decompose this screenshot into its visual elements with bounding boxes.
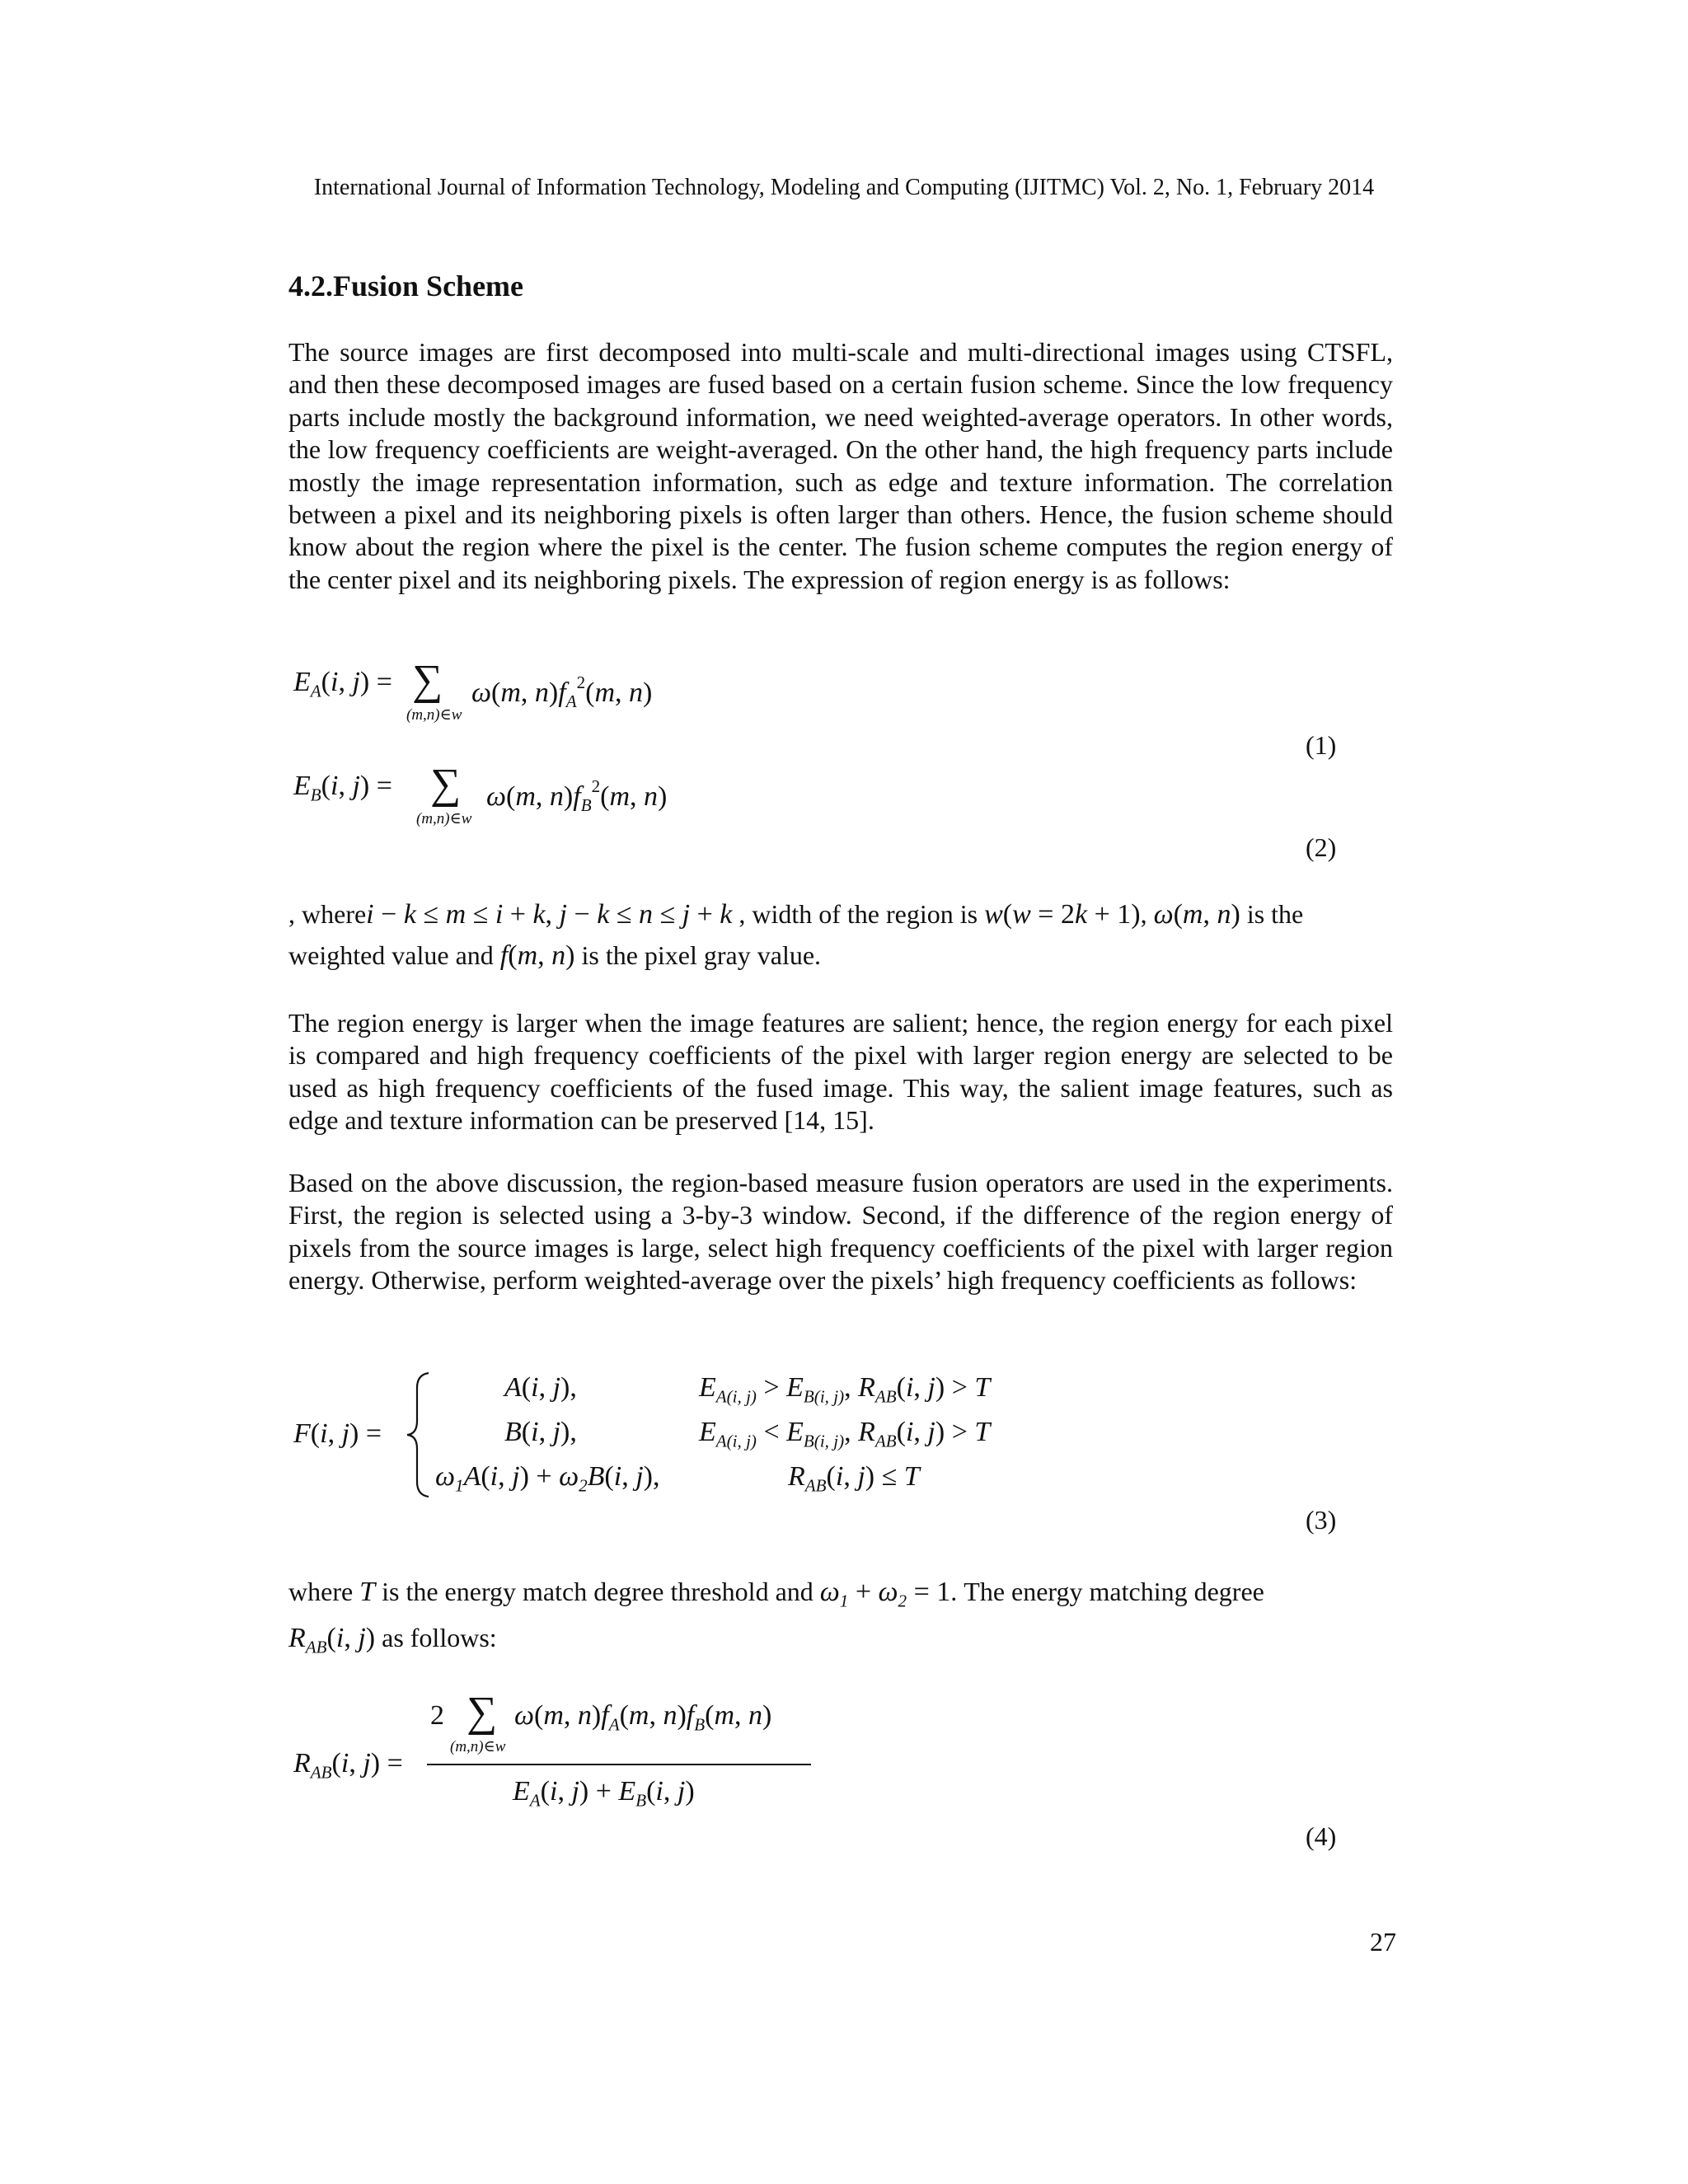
matching-degree-text: . The energy matching degree — [950, 1577, 1264, 1606]
T-symbol: T — [359, 1577, 376, 1607]
width-text: , width of the region is — [738, 899, 978, 929]
threshold-line — [288, 1571, 1393, 1621]
equation-number-1: (1) — [1306, 730, 1337, 760]
equation-3-case2-value: B(i, j), — [504, 1417, 577, 1447]
equation-4-numerator: ω(m, $n)f_A(m$, $n)f_B(m$, n) — [514, 1700, 772, 1735]
equation-3-case2-condition: $E_{A(i, j)} < E_{B(i, j)}$, $R_{AB}(i$, j) > T — [699, 1417, 991, 1451]
equation-3-case1-condition: $E_{A(i, j)} > E_{B(i, j)}$, $R_{AB}(i$, j) > T — [699, 1372, 991, 1407]
equation-4-lhs: $R_{AB}(i$, j) = — [293, 1748, 403, 1783]
where-prefix: , where — [288, 899, 367, 929]
equation-1-sum-symbol: ∑ — [412, 657, 443, 704]
weighted-value-line — [288, 935, 821, 977]
equation-number-4: (4) — [1306, 1821, 1337, 1851]
as-follows-text: as follows: — [382, 1623, 497, 1652]
equation-2-sum-limit: (m,n)∈w — [416, 810, 472, 827]
paragraph-discussion: Based on the above discussion, the region-based measure fusion operators are used in the experiments. First, the region is selected using a 3-by-3 window. Second, if the difference of the region energy of pixels from the source images is large, select high frequency coefficients of the pixel with larger region energy. Otherwise, perform weighted-average over the pixels’ high frequency coefficients as follows: — [288, 1168, 1393, 1296]
omega-is-the: is the — [1246, 899, 1304, 929]
equation-3-case3-condition: $R_{AB}(i$, j) ≤ T — [788, 1461, 920, 1496]
weighted-value-and: weighted value and — [288, 940, 494, 970]
equation-3-case1-value: A(i, j), — [504, 1372, 577, 1403]
equation-4-denominator: $E_A(i$, $j) + E_B(i$, j) — [513, 1776, 695, 1811]
equation-4-coefficient: 2 — [430, 1700, 444, 1731]
equation-4-fraction-bar — [427, 1764, 811, 1765]
running-header: International Journal of Information Technology, Modeling and Computing (IJITMC) Vol. 2, No. 1, February 2014 — [313, 175, 1375, 200]
equation-3-brace — [402, 1370, 437, 1500]
equation-1-sum-limit: (m,n)∈w — [406, 706, 462, 724]
equation-2-rhs: ω(m, $n)f_B^2(m$, n) — [486, 776, 668, 816]
paragraph-region-energy: The region energy is larger when the image features are salient; hence, the region energy for each pixel is compared and high frequency coefficients of the pixel with larger region energy are selected to be used as high frequency coefficients of the fused image. This way, the salient image features, such as edge and texture information can be preserved [14, 15]. — [288, 1008, 1393, 1136]
omega-sum-math: $\omega_1 + \omega_2 = 1$ — [819, 1577, 951, 1611]
page-number: 27 — [1370, 1927, 1396, 1957]
where-condition-line: , wherei − k ≤ m ≤ i + k, j − k ≤ n ≤ j + k , width of the region is w(w = 2k + 1), ω(m, n) is the — [288, 899, 1304, 930]
pixel-gray-value: is the pixel gray value. — [581, 940, 822, 970]
equation-2-lhs: $E_B(i$, j) = — [293, 771, 392, 805]
width-math: w(w = 2k + 1) — [984, 899, 1141, 930]
where-T-prefix: where — [288, 1577, 354, 1606]
threshold-text: is the energy match degree threshold and — [382, 1577, 814, 1606]
paragraph-intro: The source images are first decomposed into multi-scale and multi-directional images using CTSFL, and then these decomposed images are fused based on a certain fusion scheme. Since the low frequency parts include mostly the background information, we need weighted-average operators. In other words, the low frequency coefficients are weight-averaged. On the other hand, the high frequency parts include mostly the image representation information, such as edge and texture information. The correlation between a pixel and its neighboring pixels is often larger than others. Hence, the fusion scheme should know about the region where the pixel is the center. The fusion scheme computes the region energy of the center pixel and its neighboring pixels. The expression of region energy is as follows: — [288, 337, 1393, 594]
equation-number-2: (2) — [1306, 832, 1337, 862]
section-heading: 4.2.Fusion Scheme — [288, 269, 524, 302]
equation-4-sum-symbol: ∑ — [467, 1689, 498, 1736]
omega-math: ω(m, n) — [1153, 899, 1240, 930]
equation-4-sum-limit: (m,n)∈w — [450, 1738, 506, 1755]
equation-1-rhs: ω(m, $n)f_A^2(m$, n) — [471, 673, 653, 712]
equation-1-lhs: $E_A(i$, j) = — [293, 667, 392, 701]
equation-number-3: (3) — [1306, 1505, 1337, 1535]
matching-degree-line — [288, 1617, 497, 1667]
equation-3-lhs: F(i, j) = — [293, 1418, 382, 1449]
R-AB-math: $R_{AB}(i$, j) — [288, 1623, 376, 1657]
equation-2-sum-symbol: ∑ — [430, 761, 462, 808]
f-mn-math: f(m, n) — [499, 940, 575, 971]
index-range-math: i − k ≤ m ≤ i + k, j − k ≤ n ≤ j + k — [366, 899, 733, 930]
equation-3-case3-value: $\omega_1A(i$, $j) + \omega_2B(i$, j), — [435, 1461, 660, 1496]
